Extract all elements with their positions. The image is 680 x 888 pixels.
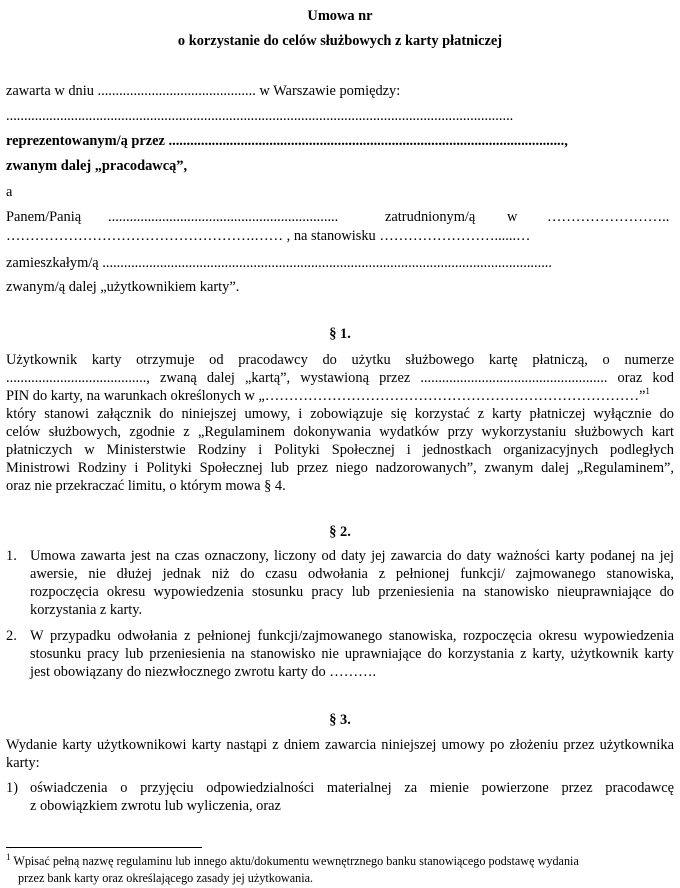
s1-line: Ministrowi Rodziny i Polityki Społecznej lub przez niego nadzorowanych”, zwanym dalej „Regulaminem”, bbox=[6, 460, 674, 476]
s3-item-line: oświadczenia o przyjęciu odpowiedzialności materialnej za mienie powierzone przez pracodawcę bbox=[30, 780, 674, 796]
section-1-heading: § 1. bbox=[329, 326, 351, 342]
s2-item-line: awersie, nie dłużej jednak niż do czasu odwołania z pełnionej funkcji/ zajmowanego stanowiska, bbox=[30, 566, 674, 582]
s3-line: karty: bbox=[6, 755, 40, 771]
s1-line: ......................................., zwaną dalej „kartą”, wystawioną przez .................................................... oraz kod bbox=[6, 370, 674, 386]
footnote-separator bbox=[6, 847, 202, 848]
intro-position-line: …………………………………………….…… , na stanowisku ……………………......… bbox=[6, 228, 531, 244]
s1-line: który stanowi załącznik do niniejszej umowy, i zobowiązuje się korzystać z karty płatniczej wyłącznie do bbox=[6, 406, 674, 422]
intro-employed-label: zatrudnionym/ą bbox=[385, 209, 476, 225]
s2-item-line: jest obowiązany do niezwłocznego zwrotu karty do ………. bbox=[30, 664, 377, 680]
s1-line: oraz nie przekraczać limitu, o którym mowa § 4. bbox=[6, 478, 286, 494]
footnote-text-line2: przez bank karty oraz określającego zasady jej użytkowania. bbox=[18, 871, 314, 885]
intro-and: a bbox=[6, 184, 13, 200]
s2-item-line: Umowa zawarta jest na czas oznaczony, liczony od daty jej zawarcia do daty ważności karty podanej na jej bbox=[30, 548, 674, 564]
s1-line: płatniczych w Ministerstwie Rodziny i Polityki Społecznej i jednostkach organizacyjnych podległych bbox=[6, 442, 674, 458]
s2-item-number: 1. bbox=[6, 548, 17, 564]
contract-title: Umowa nr bbox=[307, 8, 373, 24]
intro-name-dots: ................................................................ bbox=[108, 209, 339, 225]
intro-address-line: zamieszkałym/ą ............................................................................................................................. bbox=[6, 255, 553, 271]
intro-party-line: ............................................................................................................................................. bbox=[6, 108, 514, 124]
intro-represented-line: reprezentowanym/ą przez .............................................................................................................., bbox=[6, 133, 568, 149]
s2-item-line: W przypadku odwołania z pełnionej funkcji/zajmowanego stanowiska, rozpoczęcia okresu wypowiedzenia bbox=[30, 628, 674, 644]
s2-item-line: korzystania z karty. bbox=[30, 602, 143, 618]
s3-item-number: 1) bbox=[6, 780, 18, 796]
s3-item-line: z obowiązkiem zwrotu lub wyliczenia, oraz bbox=[30, 798, 281, 814]
s2-item-line: rozpoczęcia okresu wypowiedzenia stosunku pracy lub przeniesienia na stanowisko nieuprawniające do bbox=[30, 584, 674, 600]
intro-name-label: Panem/Panią bbox=[6, 209, 82, 225]
section-2-heading: § 2. bbox=[329, 524, 351, 540]
contract-subtitle: o korzystanie do celów służbowych z karty płatniczej bbox=[177, 33, 503, 49]
intro-in-label: w bbox=[507, 209, 518, 225]
s1-line: celów służbowych, zgodnie z „Regulaminem dokonywania wydatków przy wykorzystaniu służbowych kart bbox=[6, 424, 674, 440]
intro-date-line: zawarta w dniu ............................................ w Warszawie pomiędzy: bbox=[6, 83, 401, 99]
s3-line: Wydanie karty użytkownikowi karty nastąpi z dniem zawarcia niniejszej umowy po złożeniu przez użytkownika bbox=[6, 737, 674, 753]
intro-user-line: zwanym/ą dalej „użytkownikiem karty”. bbox=[6, 279, 240, 295]
footnote-ref: 1 bbox=[645, 386, 650, 397]
footnote-text: $^1$ Wpisać pełną nazwę regulaminu lub innego aktu/dokumentu wewnętrznego banku stanowiącego podstawę wydania bbox=[6, 851, 579, 868]
intro-employer-line: zwanym dalej „pracodawcą”, bbox=[6, 158, 188, 174]
s1-line: PIN do karty, na warunkach określonych w „……………………………………………………………………”$^1$ bbox=[6, 386, 650, 404]
s2-item-line: stosunku pracy lub przeniesienia na stanowisko nie uprawniające do korzystania z karty, użytkownik karty bbox=[30, 646, 674, 662]
footnote-mark: 1 bbox=[6, 851, 11, 862]
s1-line: Użytkownik karty otrzymuje od pracodawcy do użytku służbowego kartę płatniczą, o numerze bbox=[6, 352, 674, 368]
s2-item-number: 2. bbox=[6, 628, 17, 644]
intro-employer-dots: …………………….. bbox=[547, 209, 670, 225]
section-3-heading: § 3. bbox=[329, 712, 351, 728]
